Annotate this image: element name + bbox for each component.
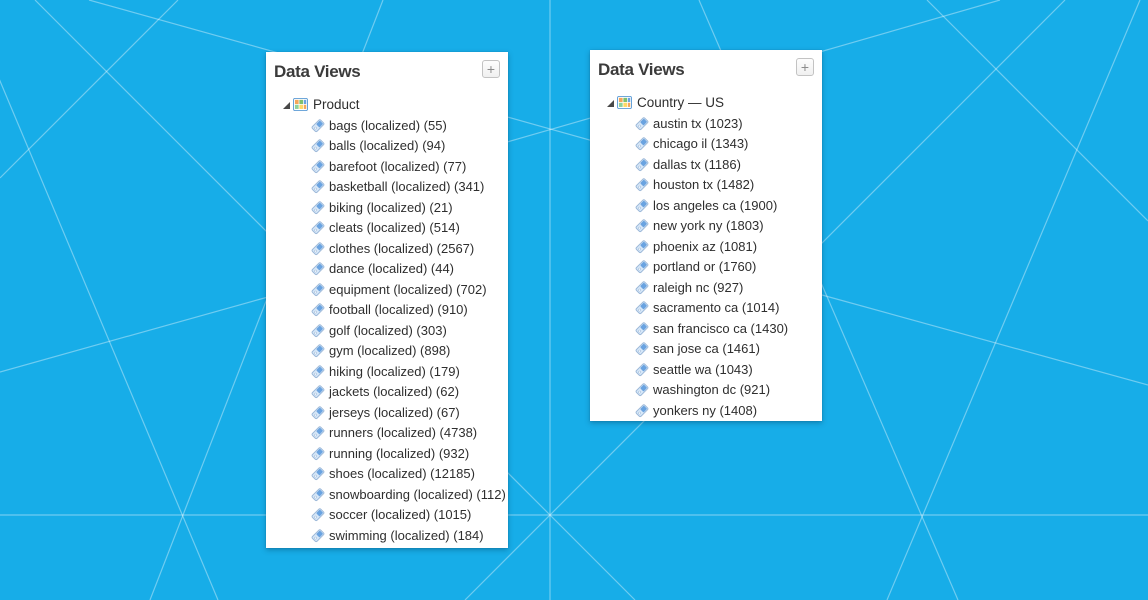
tree-item[interactable] (283, 484, 506, 505)
tree-root-label: Product (313, 97, 360, 112)
tag-icon (310, 241, 325, 256)
tree-item[interactable] (283, 341, 500, 362)
add-view-button[interactable]: + (482, 60, 500, 78)
tree-item-label: swimming (localized) (184) (329, 527, 484, 543)
tag-icon (634, 218, 649, 233)
collapse-caret-icon[interactable] (283, 102, 290, 109)
tree-item-label: dance (localized) (44) (329, 261, 455, 277)
tree-item-label: jackets (localized) (62) (329, 384, 460, 400)
tag-icon (634, 136, 649, 151)
tag-icon (310, 200, 325, 215)
tag-icon (310, 384, 325, 399)
tree-item[interactable] (607, 134, 814, 155)
tree-item[interactable] (283, 136, 500, 157)
tag-icon (310, 282, 325, 297)
tag-icon (634, 403, 649, 418)
tag-icon (310, 220, 325, 235)
tree-item[interactable] (283, 156, 500, 177)
tree-item[interactable] (283, 300, 500, 321)
tree-item[interactable] (607, 318, 814, 339)
tree-item[interactable] (283, 279, 500, 300)
tree-root-product[interactable] (283, 94, 500, 115)
tree-item[interactable] (283, 218, 500, 239)
tree-item-label: chicago il (1343) (653, 136, 749, 152)
tree-item[interactable] (283, 525, 500, 546)
tag-icon (310, 323, 325, 338)
data-table-icon (617, 96, 632, 109)
data-view-tree (598, 92, 814, 421)
tree-item[interactable] (283, 115, 500, 136)
tree-root-label: Country — US (637, 95, 725, 110)
tag-icon (310, 159, 325, 174)
tree-item-label: los angeles ca (1900) (653, 197, 778, 213)
tag-icon (310, 364, 325, 379)
tree-item-label: cleats (localized) (514) (329, 220, 460, 236)
tree-item-label: equipment (localized) (702) (329, 281, 487, 297)
tree-item[interactable] (607, 216, 814, 237)
tag-icon (634, 239, 649, 254)
tree-item[interactable] (607, 298, 814, 319)
tree-item-label: snowboarding (localized) (112) (329, 486, 506, 502)
tree-item[interactable] (283, 197, 500, 218)
data-view-tree (274, 94, 506, 546)
tree-item-label: shoes (localized) (12185) (329, 466, 475, 482)
tree-item-label: washington dc (921) (653, 382, 771, 398)
collapse-caret-icon[interactable] (607, 100, 614, 107)
data-views-panel-country (590, 50, 822, 421)
tag-icon (634, 280, 649, 295)
tree-item[interactable] (283, 402, 500, 423)
tag-icon (310, 507, 325, 522)
tag-icon (634, 321, 649, 336)
tree-item-label: hiking (localized) (179) (329, 363, 460, 379)
tag-icon (634, 116, 649, 131)
tree-item[interactable] (607, 257, 814, 278)
tree-item-list (283, 115, 506, 546)
tag-icon (634, 382, 649, 397)
tree-item-label: balls (localized) (94) (329, 138, 446, 154)
data-views-panel-product (266, 52, 508, 548)
tag-icon (310, 446, 325, 461)
tree-item-label: golf (localized) (303) (329, 322, 447, 338)
tag-icon (634, 362, 649, 377)
tree-item-label: raleigh nc (927) (653, 279, 744, 295)
tree-root-country-us[interactable] (607, 92, 814, 113)
tree-item[interactable] (607, 236, 814, 257)
tree-item-list (607, 113, 814, 421)
tag-icon (634, 341, 649, 356)
tag-icon (310, 487, 325, 502)
tree-item-label: bags (localized) (55) (329, 117, 447, 133)
tree-item-label: seattle wa (1043) (653, 361, 753, 377)
tag-icon (634, 300, 649, 315)
tree-item-label: barefoot (localized) (77) (329, 158, 467, 174)
tag-icon (634, 177, 649, 192)
tree-item[interactable] (283, 423, 500, 444)
tree-item[interactable] (607, 277, 814, 298)
tag-icon (310, 405, 325, 420)
tree-item-label: san francisco ca (1430) (653, 320, 789, 336)
tree-item-label: basketball (localized) (341) (329, 179, 485, 195)
tree-item-label: gym (localized) (898) (329, 343, 451, 359)
tree-item[interactable] (607, 380, 814, 401)
tree-item[interactable] (283, 505, 500, 526)
tree-item[interactable] (607, 339, 814, 360)
tree-item[interactable] (283, 320, 500, 341)
tree-item-label: san jose ca (1461) (653, 341, 760, 357)
tree-item-label: sacramento ca (1014) (653, 300, 780, 316)
tree-item[interactable] (283, 177, 500, 198)
tree-item[interactable] (283, 259, 500, 280)
tag-icon (310, 138, 325, 153)
tag-icon (310, 466, 325, 481)
tag-icon (310, 118, 325, 133)
tag-icon (310, 261, 325, 276)
tree-item-label: phoenix az (1081) (653, 238, 758, 254)
tag-icon (310, 179, 325, 194)
add-view-button[interactable]: + (796, 58, 814, 76)
tag-icon (634, 259, 649, 274)
tree-item-label: yonkers ny (1408) (653, 402, 758, 418)
tree-item-label: clothes (localized) (2567) (329, 240, 475, 256)
tree-item-label: dallas tx (1186) (653, 156, 741, 172)
tree-item-label: portland or (1760) (653, 259, 757, 275)
panel-title: Data Views (598, 60, 685, 79)
tree-item[interactable] (283, 238, 500, 259)
tree-item-label: new york ny (1803) (653, 218, 764, 234)
tree-item-label: biking (localized) (21) (329, 199, 453, 215)
tree-item[interactable] (607, 175, 814, 196)
tree-item[interactable] (607, 195, 814, 216)
tree-item-label: houston tx (1482) (653, 177, 755, 193)
tag-icon (310, 425, 325, 440)
tag-icon (310, 528, 325, 543)
tree-item[interactable] (607, 400, 814, 421)
tree-item[interactable] (283, 361, 500, 382)
tag-icon (310, 302, 325, 317)
tree-item-label: austin tx (1023) (653, 115, 743, 131)
data-table-icon (293, 98, 308, 111)
tree-item[interactable] (283, 382, 500, 403)
tree-item[interactable] (283, 443, 500, 464)
tree-item[interactable] (283, 464, 500, 485)
panel-title: Data Views (274, 62, 361, 81)
tag-icon (634, 198, 649, 213)
tag-icon (634, 157, 649, 172)
tree-item-label: runners (localized) (4738) (329, 425, 478, 441)
tree-item[interactable] (607, 154, 814, 175)
tree-item[interactable] (607, 113, 814, 134)
tree-item-label: soccer (localized) (1015) (329, 507, 472, 523)
tree-item[interactable] (607, 359, 814, 380)
tree-item-label: football (localized) (910) (329, 302, 468, 318)
tag-icon (310, 343, 325, 358)
tree-item-label: jerseys (localized) (67) (329, 404, 460, 420)
tree-item-label: running (localized) (932) (329, 445, 470, 461)
